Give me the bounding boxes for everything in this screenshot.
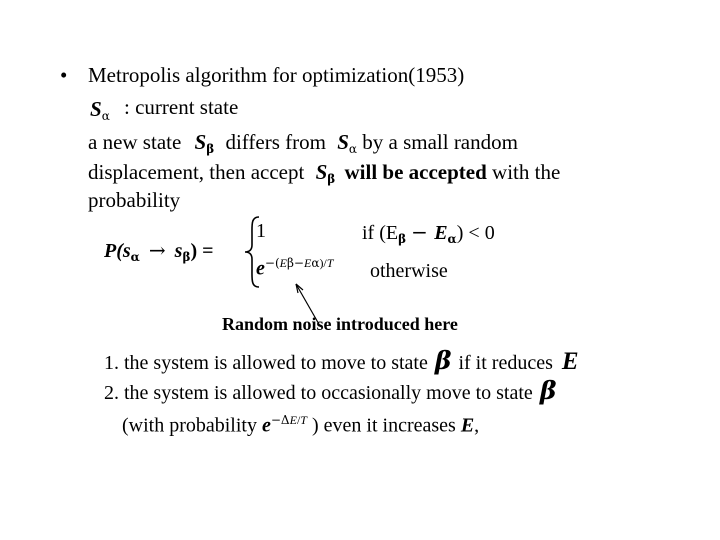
displacement-bold: will be accepted [344,160,487,184]
new-state-text-a: a new state [88,130,182,154]
bullet-marker: • [60,63,68,87]
case1-value: 1 [256,220,266,242]
step-2-continuation: (with probability $e^{-\Delta E/T}$ ) even it increases E, [122,413,480,437]
slide-title: Metropolis algorithm for optimization(1953) [88,63,465,87]
displacement-line: displacement, then accept $S_\beta$ will be accepted with the [88,160,561,186]
case1-condition: if $(E_\beta - E_\alpha) < 0$ [362,220,495,246]
new-state-text-c: by a small random [362,130,518,154]
formula-lhs: $P(s_\alpha \to s_\beta)$ = [104,238,214,264]
case2-value: $e^{-(E\beta-E\alpha)/T}$ [256,256,334,280]
probability-word: probability [88,188,181,212]
displacement-text-a: displacement, then accept [88,160,305,184]
displacement-text-c: with the [492,160,561,184]
step-1: 1. the system is allowed to move to state β if it reduces E [104,346,579,375]
new-state-line: a new state $S_\beta$ differs from $S_\alpha$ by a small random [88,130,518,156]
current-state-label: : current state [124,95,239,119]
new-state-text-b: differs from [225,130,326,154]
step-2: 2. the system is allowed to occasionally move to state β [104,376,557,405]
s-alpha-symbol: $S_\alpha$ [90,97,110,123]
case2-condition: otherwise [370,260,448,282]
annotation-text: Random noise introduced here [222,314,458,334]
